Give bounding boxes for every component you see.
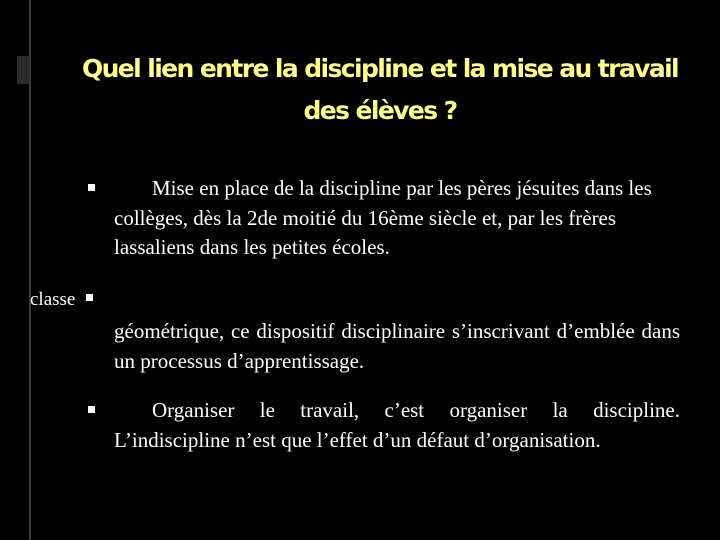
- bullet-square-icon: [88, 184, 95, 191]
- slide-title: Quel lien entre la discipline et la mise au travail des élèves ?: [81, 54, 679, 125]
- bullet-3-text: Organiser le travail, c’est organiser la discipline. L’indiscipline n’est que l’effet d’un défaut d’organisation.: [114, 398, 680, 452]
- bullet-text-1: [114, 174, 680, 263]
- bullet-square-icon: [88, 406, 95, 413]
- bullet-1-text: Mise en place de la discipline par les pères jésuites dans les collèges, dès la 2de moitié du 16ème siècle et, par les frères lassaliens dans les petites écoles.: [114, 176, 652, 259]
- left-divider-line: [29, 0, 31, 540]
- decorative-block: [17, 56, 29, 84]
- bullet-square-icon: [86, 294, 93, 301]
- bullet-text-2: [114, 317, 680, 376]
- bullet-text-3: [114, 396, 680, 455]
- bullet-2-text: géométrique, ce dispositif disciplinaire s’inscrivant d’emblée dans un processus d’apprentissage.: [114, 319, 680, 373]
- overflow-label: classe: [30, 289, 76, 310]
